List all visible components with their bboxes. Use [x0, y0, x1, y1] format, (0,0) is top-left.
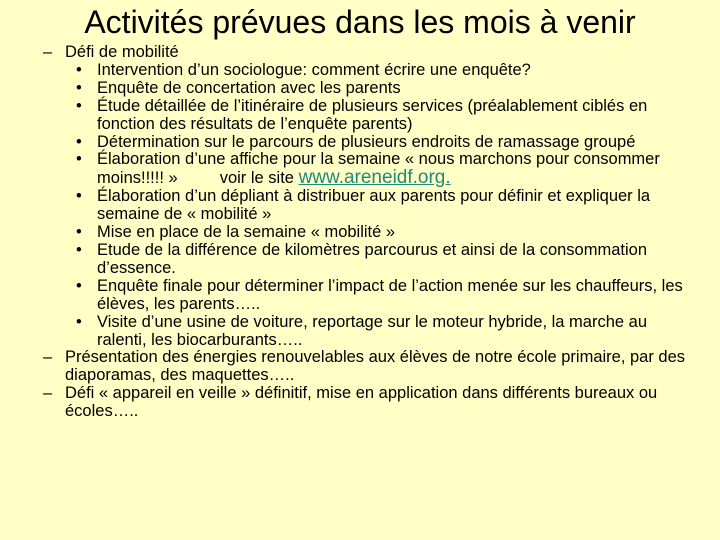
- sub-item-text: Visite d’une usine de voiture, reportage sur le moteur hybride, la marche au ralenti, les biocarburants…..: [97, 312, 648, 349]
- sub-item-text: Élaboration d’une affiche pour la semaine « nous marchons pour consommer moins!!!!! »: [97, 150, 660, 188]
- sub-item-text: Enquête de concertation avec les parents: [97, 78, 401, 97]
- sub-item-poster: [0, 151, 720, 188]
- list-item-standby-challenge: [0, 385, 720, 421]
- sub-item-final-survey: [0, 278, 720, 314]
- sub-item-text: Intervention d’un sociologue: comment écrire une enquête?: [97, 60, 531, 79]
- bullet: •: [76, 132, 82, 151]
- sub-item-text: Détermination sur le parcours de plusieurs endroits de ramassage groupé: [97, 132, 636, 151]
- bullet: •: [76, 223, 82, 242]
- bullet: •: [76, 312, 82, 331]
- sub-item-suffix: voir le site: [219, 169, 294, 188]
- bullet: •: [76, 96, 82, 115]
- sub-item-text: Élaboration d’un dépliant à distribuer aux parents pour définir et expliquer la semaine de « mobilité »: [97, 187, 651, 224]
- sub-item-pickup-points: [0, 134, 720, 152]
- dash-bullet: –: [43, 348, 53, 367]
- dash-bullet: –: [43, 384, 53, 403]
- slide-title: Activités prévues dans les mois à venir: [84, 4, 636, 40]
- bullet: •: [76, 78, 82, 97]
- bullet: •: [76, 187, 82, 206]
- sub-item-sociologist: [0, 62, 720, 80]
- item-text: Défi « appareil en veille » définitif, mise en application dans différents bureaux ou écoles…..: [65, 384, 658, 421]
- sub-item-factory-visit: [0, 314, 720, 350]
- list-item-mobility-challenge: [0, 44, 720, 62]
- sub-item-text: Étude détaillée de l’itinéraire de plusieurs services (préalablement ciblés en fonction des résultats de l’enquête parents): [97, 96, 648, 133]
- bullet: •: [76, 276, 82, 295]
- sub-item-mobility-week: [0, 224, 720, 242]
- bullet: •: [76, 150, 82, 169]
- bullet: •: [76, 60, 82, 79]
- sub-item-text: Enquête finale pour déterminer l’impact de l’action menée sur les chauffeurs, les élèves, les parents…..: [97, 276, 683, 313]
- dash-bullet: –: [43, 43, 53, 61]
- sub-item-text: Etude de la différence de kilomètres parcourus et ainsi de la consommation d’essence.: [97, 240, 648, 277]
- sub-item-leaflet: [0, 188, 720, 224]
- item-text: Présentation des énergies renouvelables aux élèves de notre école primaire, par des diaporamas, des maquettes…..: [65, 348, 686, 385]
- sub-item-text: Mise en place de la semaine « mobilité »: [97, 223, 396, 242]
- website-link[interactable]: www.areneidf.org.: [298, 167, 451, 189]
- list-item-renewable-energy: [0, 349, 720, 385]
- item-text: Défi de mobilité: [65, 43, 179, 61]
- sub-item-parents-survey: [0, 80, 720, 98]
- slide-content: [0, 44, 720, 421]
- sub-item-itinerary-study: [0, 98, 720, 134]
- bullet: •: [76, 240, 82, 259]
- sub-list-mobility: [0, 62, 720, 350]
- sub-item-km-study: [0, 242, 720, 278]
